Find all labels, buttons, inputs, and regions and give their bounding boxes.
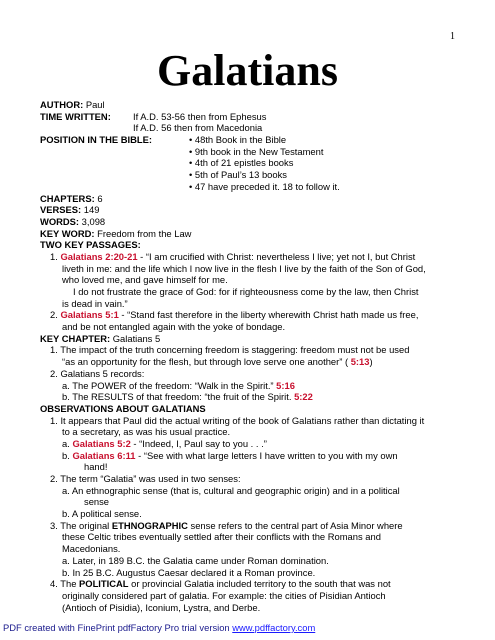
key-chapter-item-1-cont: “as an opportunity for the flesh, but through love serve one another” ( 5:13) xyxy=(62,356,373,368)
time-written-line-2: If A.D. 56 then from Macedonia xyxy=(133,122,263,134)
verse-ref: 5:22 xyxy=(294,391,313,403)
observation-3: 3. The original ETHNOGRAPHIC sense refers to the central part of Asia Minor where xyxy=(50,519,403,531)
passage-1-cont: liveth in me: and the life which I now live in the flesh I live by the faith of the Son of God, xyxy=(62,262,426,274)
verse-ref: 5:13 xyxy=(350,356,370,368)
passage-1: 1. Galatians 2:20-21 - “I am crucified with Christ: nevertheless I live; yet not I, but Christ xyxy=(50,250,416,262)
document-title: Galatians xyxy=(157,46,338,95)
author-line: AUTHOR: Paul xyxy=(40,99,105,110)
observation-2b: b. A political sense. xyxy=(62,508,142,520)
pdffactory-link[interactable]: www.pdffactory.com xyxy=(232,622,316,633)
observation-1-cont: to a secretary, as was his usual practice. xyxy=(62,426,231,438)
position-item: • 4th of 21 epistles books xyxy=(189,157,294,169)
observation-3-cont: these Celtic tribes eventually settled after their conflicts with the Romans and xyxy=(62,531,381,543)
passage-2: 2. Galatians 5:1 - “Stand fast therefore in the liberty wherewith Christ hath made us free, xyxy=(50,309,419,321)
verses-line: VERSES: 149 xyxy=(40,204,100,216)
verse-ref: 5:16 xyxy=(276,379,295,391)
passage-1-cont: who loved me, and gave himself for me. xyxy=(62,274,228,286)
key-word-line: KEY WORD: Freedom from the Law xyxy=(40,227,192,239)
position-item: • 5th of Paul’s 13 books xyxy=(189,169,287,181)
key-chapter-item-1: 1. The impact of the truth concerning freedom is staggering: freedom must not be used xyxy=(50,344,410,356)
passage-1-cont: I do not frustrate the grace of God: for if righteousness come by the law, then Christ xyxy=(73,286,419,297)
verse-ref: Galatians 6:11 xyxy=(72,449,136,461)
pdf-footer: PDF created with FinePrint pdfFactory Pro trial version www.pdffactory.com xyxy=(3,622,316,633)
observation-1: 1. It appears that Paul did the actual writing of the book of Galatians rather than dictating it xyxy=(50,414,425,426)
observation-4-cont: (Antioch of Pisidia), Iconium, Lystra, and Derbe. xyxy=(62,601,261,613)
passage-2-cont: and be not entangled again with the yoke of bondage. xyxy=(62,321,286,333)
observation-3-cont: Macedonians. xyxy=(62,543,121,555)
passage-ref: Galatians 2:20-21 xyxy=(60,250,138,262)
observation-1b-cont: hand! xyxy=(84,461,108,473)
observation-3b: b. In 25 B.C. Augustus Caesar declared it a Roman province. xyxy=(62,566,316,578)
two-key-passages-heading: TWO KEY PASSAGES: xyxy=(40,239,141,251)
observation-2a: a. An ethnographic sense (that is, cultural and geographic origin) and in a political xyxy=(62,484,400,496)
time-written-line: TIME WRITTEN: If A.D. 53-56 then from Ephesus xyxy=(40,110,267,122)
observation-1a: a. Galatians 5:2 - “Indeed, I, Paul say to you . . .” xyxy=(62,437,267,449)
passage-1-cont: is dead in vain.” xyxy=(62,297,128,309)
words-line: WORDS: 3,098 xyxy=(40,215,106,227)
observation-3a: a. Later, in 189 B.C. the Galatia came under Roman domination. xyxy=(62,554,329,566)
passage-ref: Galatians 5:1 xyxy=(60,309,119,321)
observation-2a-cont: sense xyxy=(84,496,110,508)
key-chapter-line: KEY CHAPTER: Galatians 5 xyxy=(40,332,161,344)
position-item: • 47 have preceded it. 18 to follow it. xyxy=(189,180,340,192)
document-body xyxy=(40,99,470,613)
observations-heading: OBSERVATIONS ABOUT GALATIANS xyxy=(40,402,206,414)
key-chapter-item-b: b. The RESULTS of that freedom: “the fruit of the Spirit. 5:22 xyxy=(62,391,313,403)
observation-4: 4. The POLITICAL or provincial Galatia included territory to the south that was not xyxy=(50,578,391,590)
position-item: • 9th book in the New Testament xyxy=(189,145,324,157)
observation-2: 2. The term “Galatia” was used in two senses: xyxy=(50,473,241,484)
position-line: POSITION IN THE BIBLE: • 48th Book in the Bible xyxy=(40,134,287,146)
observation-1b: b. Galatians 6:11 - “See with what large letters I have written to you with my own xyxy=(62,449,398,461)
page-number: 1 xyxy=(450,31,455,42)
key-chapter-item-a: a. The POWER of the freedom: “Walk in the Spirit.” 5:16 xyxy=(62,379,295,391)
verse-ref: Galatians 5:2 xyxy=(72,437,131,449)
observation-4-cont: originally considered part of galatia. For example: the cities of Pisidian Antioch xyxy=(62,589,386,601)
chapters-line: CHAPTERS: 6 xyxy=(40,192,103,204)
key-chapter-item-2: 2. Galatians 5 records: xyxy=(50,367,145,379)
